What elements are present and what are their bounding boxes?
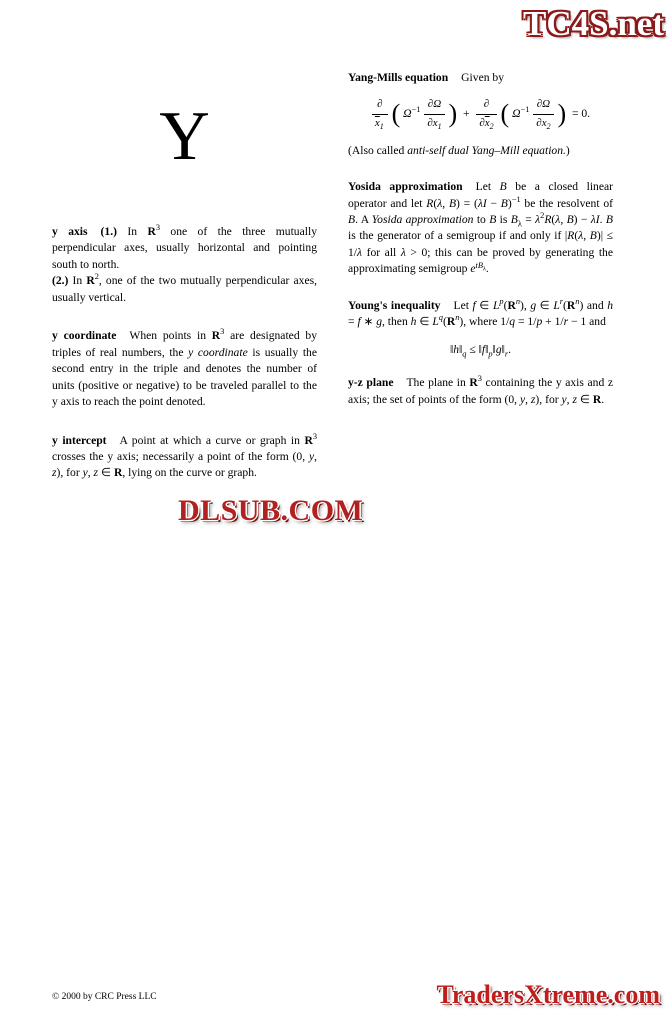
entry-term: Yang-Mills equation (348, 71, 449, 84)
section-letter: Y (159, 98, 210, 175)
entry-y-axis (52, 224, 317, 306)
entry-y-intercept (52, 433, 317, 482)
entry-body-2: (2.) In $R^2$, one of the two mutually perpendicular axes, usually vertical. (52, 272, 317, 304)
entry-body: Let f ∈ $L^p(R^n)$, g ∈ $L^r(R^n)$ and h = f ∗ g, then h ∈ $L^q(R^n)$, where 1/q = 1/p + 1/r − 1 and (348, 296, 613, 329)
entry-body: When points in $R^3$ are designated by triples of real numbers, the y coordinate is usually the second entry in the triple and denotes the number of units (positive or negative) to be traveled parallel to the y axis to reach the point denoted. (52, 327, 317, 409)
entry-y-z-plane (348, 375, 613, 408)
entry-yang-mills-equation (348, 70, 613, 159)
entry-body-1: (1.) In $R^3$ one of the three mutually perpendicular axes, usually horizontal and pointing south to north. (52, 223, 317, 271)
entry-yosida-approximation (348, 179, 613, 278)
entry-body: A point at which a curve or graph in $R^3$ crosses the y axis; necessarily a point of the form (0, y, z), for y, z ∈ R, lying on the curve or graph. (52, 431, 317, 480)
copyright-notice: © 2000 by CRC Press LLC (52, 992, 157, 1002)
entry-body: Let B be a closed linear operator and let R(λ, $B) = (\lambda I - B)^{-1}$ be the resolvent of B. A Yosida approximation to B is $B_\lambda = \lambda^2R(\lambda$, B) − λI. B is the generator of a semigroup if and only if |R(λ, B)| ≤ 1/λ for all λ > 0; this can be proved by generating the approximating semigroup $e^{tB_\lambda}$. (348, 180, 613, 276)
entry-lead: Given by (461, 71, 504, 84)
right-column (348, 60, 613, 425)
watermark-dlsub: DLSUB.COM (178, 494, 364, 527)
entry-term: Yosida approximation (348, 180, 463, 194)
watermark-tradersxtreme: TradersXtreme.com (436, 980, 660, 1009)
yang-mills-note: (Also called anti-self dual Yang–Mill equation.) (348, 143, 570, 157)
entry-term: y axis (52, 225, 88, 238)
entry-term: y intercept (52, 433, 107, 447)
entry-term: y coordinate (52, 329, 117, 343)
youngs-inequality-display: $‖h‖_q$ ≤ $‖f‖_p‖g‖_r$. (449, 342, 512, 359)
left-column (52, 60, 317, 499)
watermark-tc4s: TC4S.net (523, 4, 664, 43)
entry-body: The plane in $R^3$ containing the y axis and z axis; the set of points of the form (0, y, z), for y, z ∈ R. (348, 374, 613, 406)
entry-term: y-z plane (348, 376, 394, 390)
yang-mills-equation-display: $\frac{\partial}{\overline{x}_1}$ ( $\Omega^{-1}$ $\frac{\partial\Omega}{\partial x_1}$ ) + $\frac{\partial}{\partial\overline{x}_2}$ ( $\Omega^{-1}$ $\frac{\partial\Omega}{\partial x_2}$ ) = 0. (348, 97, 613, 131)
entry-youngs-inequality (348, 298, 613, 358)
entry-term: Young's inequality (348, 298, 441, 312)
entry-y-coordinate (52, 328, 317, 410)
